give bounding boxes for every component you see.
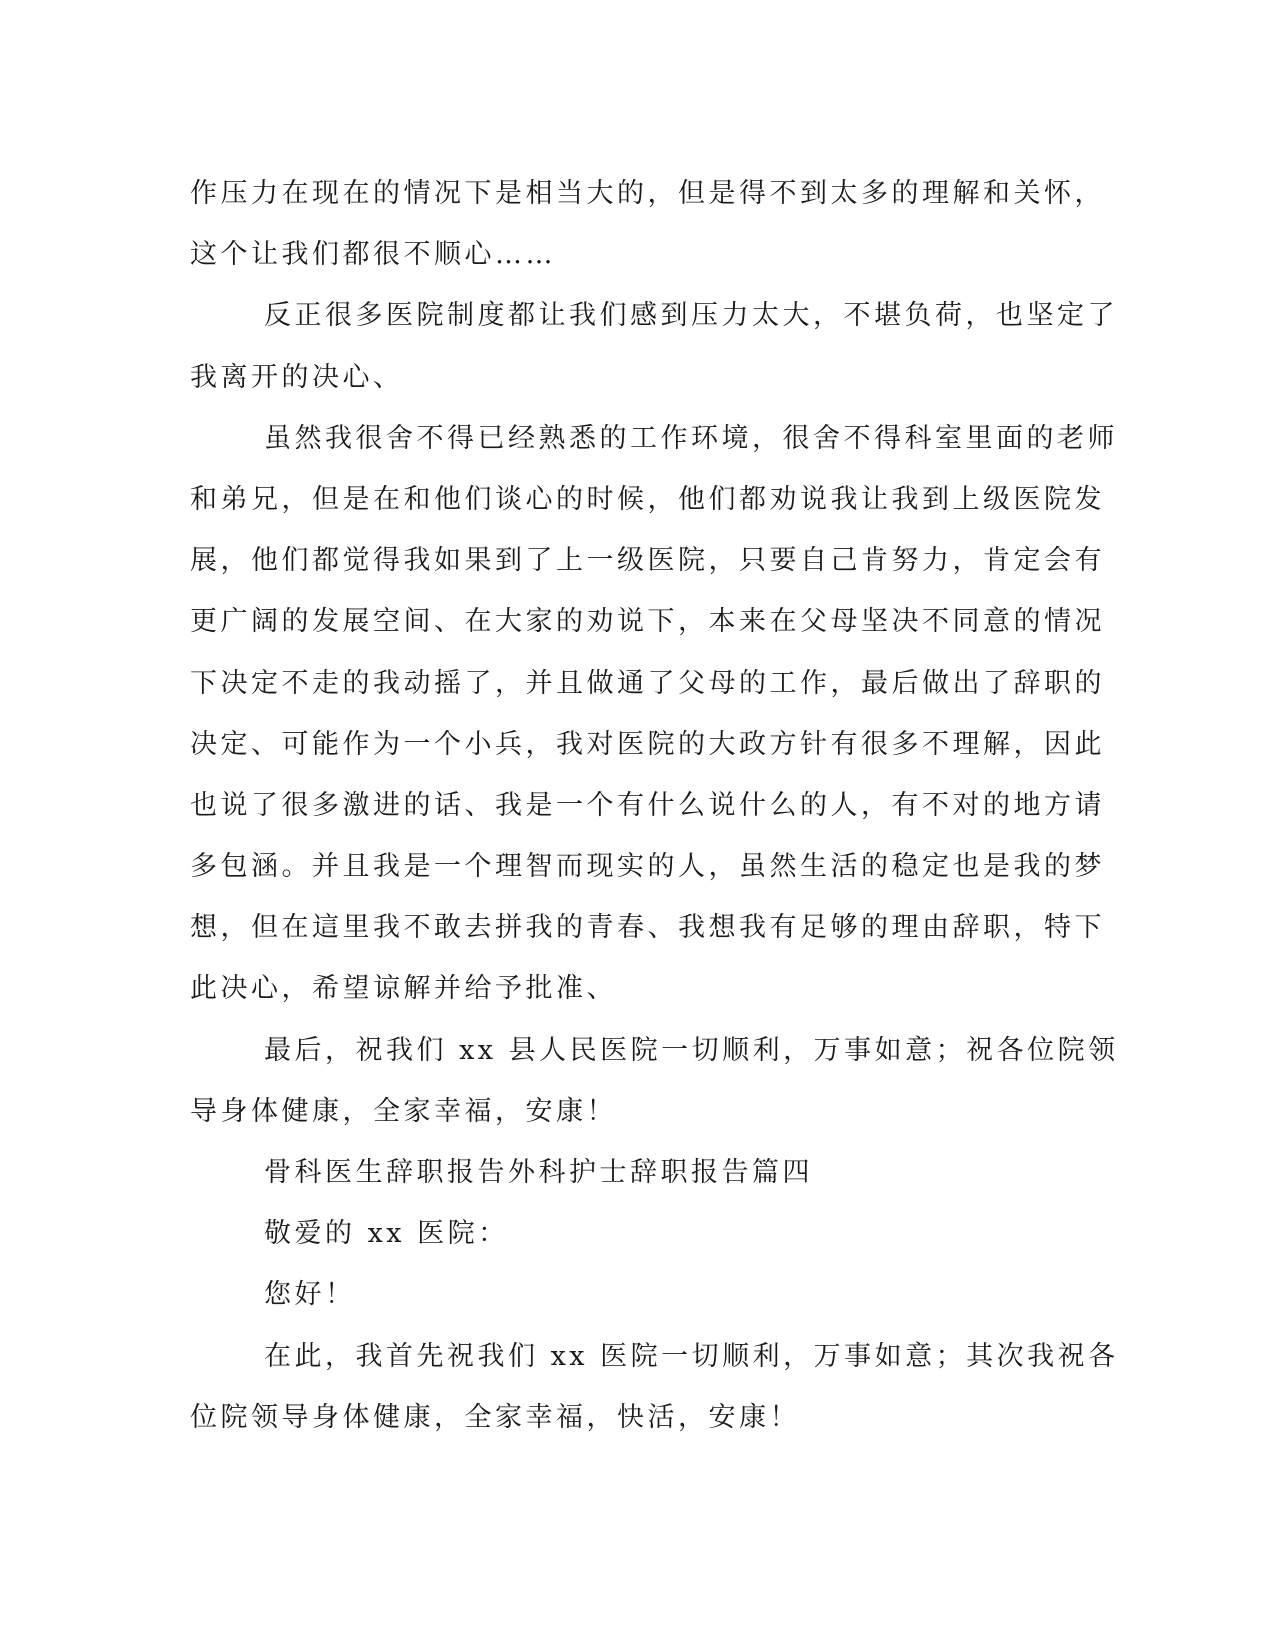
text-line-3: 反正很多医院制度都让我们感到压力太大，不堪负荷，也坚定了 <box>264 300 1118 332</box>
text-line-2: 这个让我们都很不顺心…… <box>190 239 556 271</box>
text-line-11: 也说了很多激进的话、我是一个有什么说什么的人，有不对的地方请 <box>190 789 1105 821</box>
text-line-7: 展，他们都觉得我如果到了上一级医院，只要自己肯努力，肯定会有 <box>190 545 1105 577</box>
text-line-6: 和弟兄，但是在和他们谈心的时候，他们都劝说我让我到上级医院发 <box>190 483 1105 515</box>
section-heading: 骨科医生辞职报告外科护士辞职报告篇四 <box>264 1157 813 1188</box>
salutation: 敬爱的 xx 医院： <box>264 1218 509 1250</box>
document-body <box>190 163 1119 1448</box>
text-line-15: 最后，祝我们 xx 县人民医院一切顺利，万事如意；祝各位院领 <box>264 1034 1119 1066</box>
text-line-5: 虽然我很舍不得已经熟悉的工作环境，很舍不得科室里面的老师 <box>264 422 1118 454</box>
text-line-21: 位院领导身体健康，全家幸福，快活，安康！ <box>190 1401 800 1433</box>
text-line-1: 作压力在现在的情况下是相当大的，但是得不到太多的理解和关怀， <box>190 178 1105 209</box>
text-line-4: 我离开的决心、 <box>190 361 404 393</box>
text-line-12: 多包涵。并且我是一个理智而现实的人，虽然生活的稳定也是我的梦 <box>190 851 1105 883</box>
text-line-20: 在此，我首先祝我们 xx 医院一切顺利，万事如意；其次我祝各 <box>264 1340 1119 1372</box>
text-line-8: 更广阔的发展空间、在大家的劝说下，本来在父母坚决不同意的情况 <box>190 606 1105 638</box>
text-line-14: 此决心，希望谅解并给予批准、 <box>190 973 617 1005</box>
text-line-13: 想，但在這里我不敢去拼我的青春、我想我有足够的理由辞职，特下 <box>190 912 1105 944</box>
text-line-10: 决定、可能作为一个小兵，我对医院的大政方针有很多不理解，因此 <box>190 728 1105 760</box>
text-line-9: 下决定不走的我动摇了，并且做通了父母的工作，最后做出了辞职的 <box>190 667 1105 699</box>
text-line-16: 导身体健康，全家幸福，安康！ <box>190 1095 617 1127</box>
greeting: 您好！ <box>264 1279 356 1311</box>
